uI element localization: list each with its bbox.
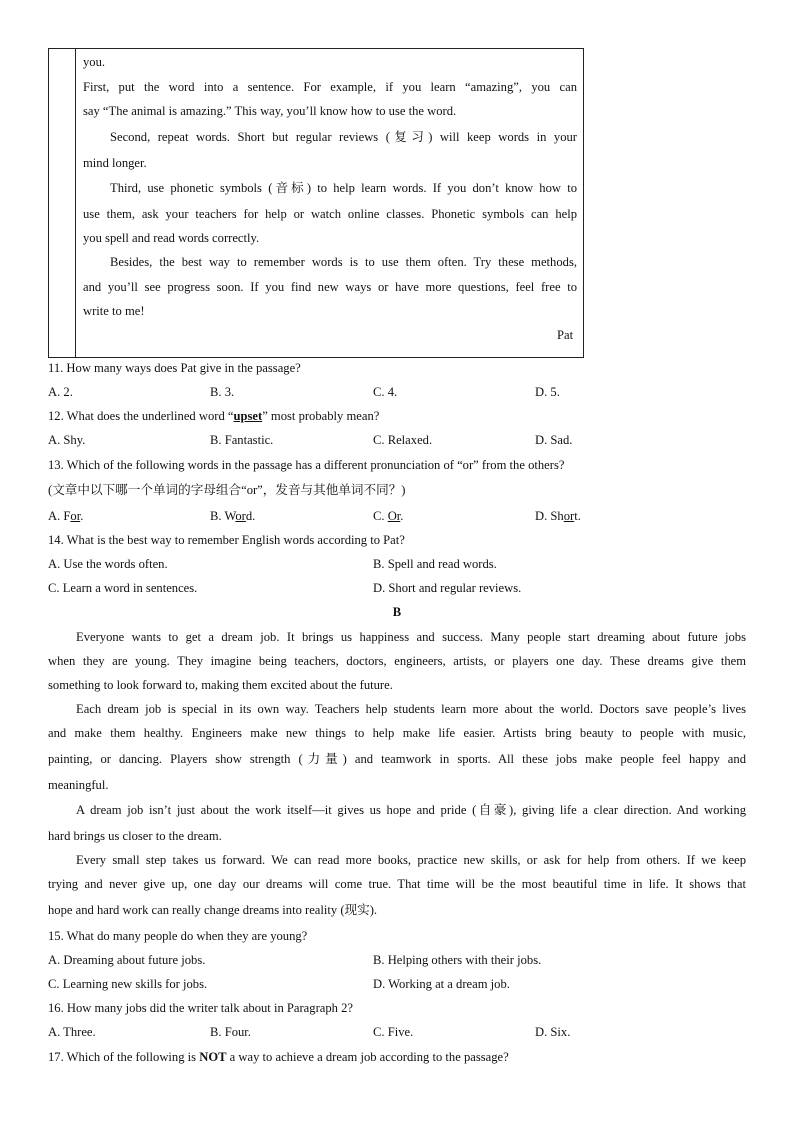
letter-line: write to me! (83, 304, 145, 318)
letter-line: you. (83, 55, 106, 69)
q13-chinese-note: (文章中以下哪一个单词的字母组合“or”，发音与其他单词不同？) (48, 483, 406, 497)
q13-option-b[interactable]: B. Word. (210, 509, 256, 523)
q15-stem: 15. What do many people do when they are young? (48, 929, 308, 943)
q13-stem: 13. Which of the following words in the passage has a different pronunciation of “or” from the others? (48, 458, 565, 472)
passage-line: when they are young. They imagine being teachers, doctors, engineers, artists, or players one day. These dreams give them (48, 654, 746, 668)
passage-line: Everyone wants to get a dream job. It brings us happiness and success. Many people start dreaming about future jobs (76, 630, 746, 644)
passage-line: trying and never give up, one day our dreams will come true. That time will be the most beautiful time in life. It shows that (48, 877, 746, 891)
q13-option-d[interactable]: D. Short. (535, 509, 581, 523)
passage-line: painting, or dancing. Players show strength (力量) and teamwork in sports. All these jobs make people feel happy and (48, 752, 746, 766)
letter-line: mind longer. (83, 156, 147, 170)
q16-stem: 16. How many jobs did the writer talk about in Paragraph 2? (48, 1001, 353, 1015)
q17-stem: 17. Which of the following is NOT a way to achieve a dream job according to the passage? (48, 1050, 509, 1064)
q12-underlined-word: upset (233, 409, 263, 423)
q15-option-b[interactable]: B. Helping others with their jobs. (373, 953, 542, 967)
q11-option-c[interactable]: C. 4. (373, 385, 398, 399)
q14-option-b[interactable]: B. Spell and read words. (373, 557, 497, 571)
q14-option-c[interactable]: C. Learn a word in sentences. (48, 581, 198, 595)
passage-line: A dream job isn’t just about the work itself—it gives us hope and pride (自豪), giving life a clear direction. And working (76, 803, 746, 817)
q12-option-d[interactable]: D. Sad. (535, 433, 573, 447)
q12-option-c[interactable]: C. Relaxed. (373, 433, 433, 447)
letter-signature: Pat (557, 328, 574, 342)
passage-line: Each dream job is special in its own way. Teachers help students learn more about the world. Doctors save people’s lives (76, 702, 746, 716)
letter-line: use them, ask your teachers for help or watch online classes. Phonetic symbols can help (83, 207, 577, 221)
section-heading: B (392, 605, 402, 619)
letter-line: say “The animal is amazing.” This way, you’ll know how to use the word. (83, 104, 457, 118)
q16-option-d[interactable]: D. Six. (535, 1025, 571, 1039)
q11-option-b[interactable]: B. 3. (210, 385, 235, 399)
passage-line: hard brings us closer to the dream. (48, 829, 222, 843)
q12-option-a[interactable]: A. Shy. (48, 433, 86, 447)
q14-stem: 14. What is the best way to remember English words according to Pat? (48, 533, 405, 547)
q15-option-c[interactable]: C. Learning new skills for jobs. (48, 977, 208, 991)
passage-line: and make them healthy. Engineers make new things to help make life easier. Artists bring beauty to people with music, (48, 726, 746, 740)
q13-option-a[interactable]: A. For. (48, 509, 84, 523)
q11-stem: 11. How many ways does Pat give in the passage? (48, 361, 301, 375)
q16-option-a[interactable]: A. Three. (48, 1025, 96, 1039)
letter-line: First, put the word into a sentence. For example, if you learn “amazing”, you can (83, 80, 577, 94)
letter-line: Third, use phonetic symbols (音标) to help learn words. If you don’t know how to (110, 181, 577, 195)
q12-option-b[interactable]: B. Fantastic. (210, 433, 274, 447)
q12-stem: 12. What does the underlined word “upset” most probably mean? (48, 409, 380, 423)
passage-line: meaningful. (48, 778, 109, 792)
q15-option-a[interactable]: A. Dreaming about future jobs. (48, 953, 206, 967)
q11-option-a[interactable]: A. 2. (48, 385, 73, 399)
q16-option-c[interactable]: C. Five. (373, 1025, 414, 1039)
box-inner-rule (75, 49, 76, 357)
letter-line: Second, repeat words. Short but regular reviews (复习) will keep words in your (110, 130, 577, 144)
letter-line: and you’ll see progress soon. If you find new ways or have more questions, feel free to (83, 280, 577, 294)
passage-line: Every small step takes us forward. We can read more books, practice new skills, or ask for help from others. If we keep (76, 853, 746, 867)
letter-line: you spell and read words correctly. (83, 231, 260, 245)
q14-option-d[interactable]: D. Short and regular reviews. (373, 581, 522, 595)
q16-option-b[interactable]: B. Four. (210, 1025, 251, 1039)
q14-option-a[interactable]: A. Use the words often. (48, 557, 168, 571)
passage-line: something to look forward to, making them excited about the future. (48, 678, 393, 692)
q13-option-c[interactable]: C. Or. (373, 509, 404, 523)
passage-line: hope and hard work can really change dreams into reality (现实). (48, 903, 378, 917)
q15-option-d[interactable]: D. Working at a dream job. (373, 977, 510, 991)
letter-line: Besides, the best way to remember words is to use them often. Try these methods, (110, 255, 577, 269)
q11-option-d[interactable]: D. 5. (535, 385, 560, 399)
